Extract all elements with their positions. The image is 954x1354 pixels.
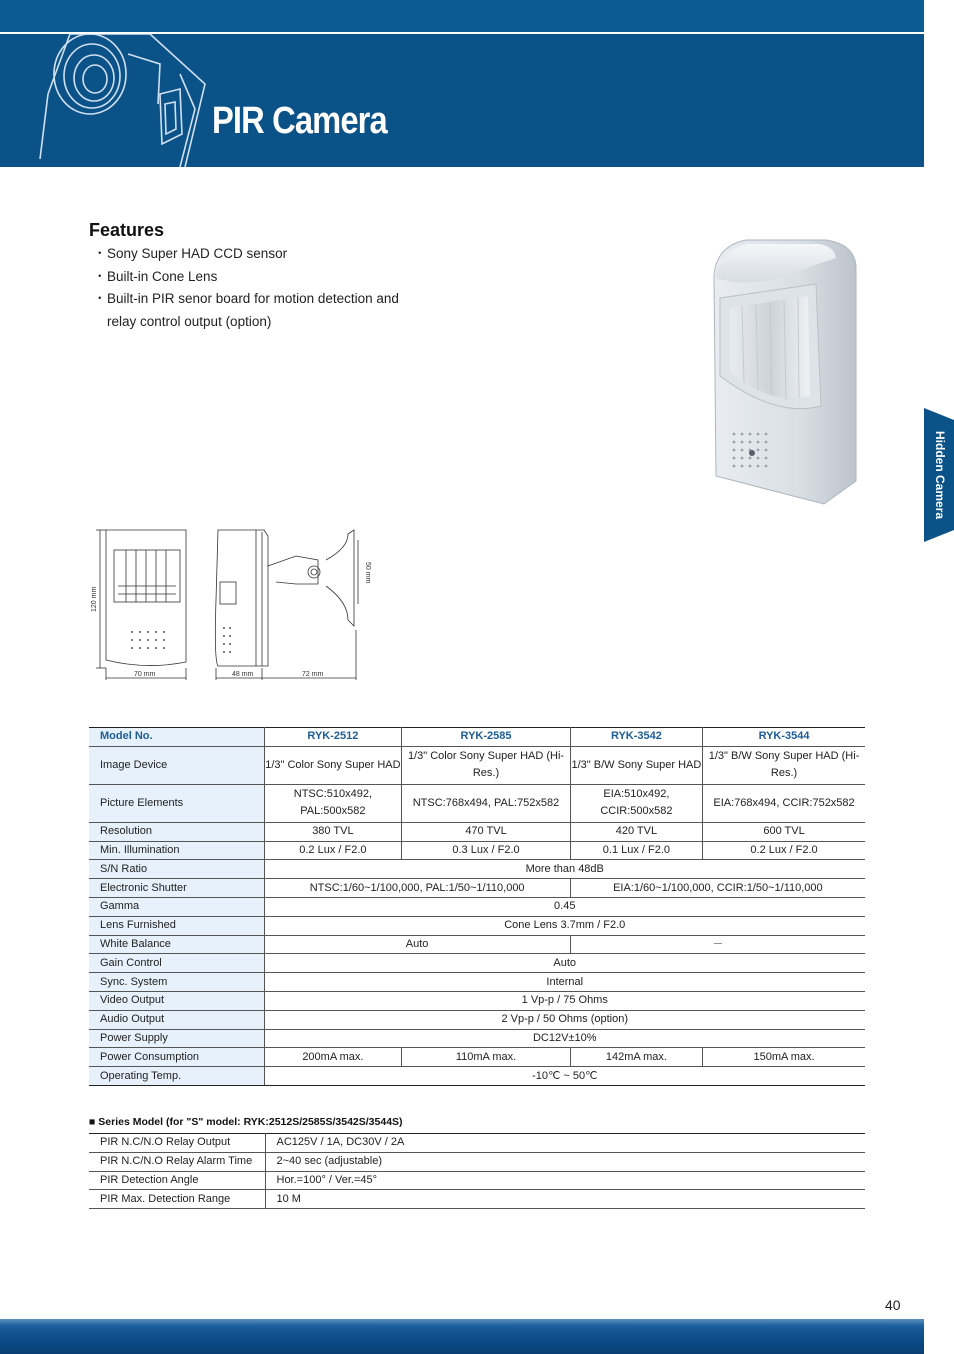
table-cell: 600 TVL [703, 822, 865, 841]
bracket-dimension-label: 72 mm [302, 671, 324, 678]
product-photo [706, 236, 866, 511]
page-number: 40 [885, 1297, 901, 1313]
table-row [89, 1029, 865, 1048]
row-label: Audio Output [89, 1010, 264, 1029]
row-label: Resolution [89, 822, 264, 841]
table-cell: Internal [264, 973, 865, 992]
row-label: Gamma [89, 897, 264, 916]
top-stripe [0, 0, 924, 32]
table-cell: 1/3" B/W Sony Super HAD [570, 746, 702, 784]
table-row [89, 1048, 865, 1067]
list-item: ・ Built-in PIR senor board for motion detection and relay control output (option) [89, 288, 409, 333]
table-cell: 200mA max. [264, 1048, 402, 1067]
spec-table [89, 727, 865, 1086]
model-header: RYK-2585 [402, 728, 570, 747]
table-cell: NTSC:1/60~1/100,000, PAL:1/50~1/110,000 [264, 879, 570, 898]
row-label: PIR Max. Detection Range [89, 1190, 265, 1209]
table-row [89, 916, 865, 935]
camera-outline-icon [30, 34, 220, 167]
row-label: S/N Ratio [89, 860, 264, 879]
bullet-icon: ・ [93, 246, 107, 261]
table-cell: 110mA max. [402, 1048, 570, 1067]
model-header: RYK-3544 [703, 728, 865, 747]
list-item: ・ Built-in Cone Lens [89, 266, 409, 289]
table-cell: 1/3" Color Sony Super HAD (Hi-Res.) [402, 746, 570, 784]
row-label: Electronic Shutter [89, 879, 264, 898]
table-row [89, 841, 865, 860]
features-title: Features [89, 220, 165, 240]
table-cell: 2 Vp-p / 50 Ohms (option) [264, 1010, 865, 1029]
table-row [89, 897, 865, 916]
table-row [89, 1171, 865, 1190]
table-row [89, 973, 865, 992]
row-label: PIR N.C/N.O Relay Output [89, 1134, 265, 1153]
table-cell: 1 Vp-p / 75 Ohms [264, 991, 865, 1010]
table-row [89, 1067, 865, 1086]
row-label: PIR Detection Angle [89, 1171, 265, 1190]
page-title: PIR Camera [212, 100, 387, 142]
row-label: Picture Elements [89, 784, 264, 822]
table-row [89, 1152, 865, 1171]
row-label: Gain Control [89, 954, 264, 973]
features-list [89, 243, 409, 333]
table-cell: AC125V / 1A, DC30V / 2A [265, 1134, 865, 1153]
model-header: RYK-3542 [570, 728, 702, 747]
row-label: Lens Furnished [89, 916, 264, 935]
table-cell: Auto [264, 954, 865, 973]
table-cell: 380 TVL [264, 822, 402, 841]
table-cell: 0.2 Lux / F2.0 [703, 841, 865, 860]
table-row [89, 784, 865, 822]
table-cell: 0.3 Lux / F2.0 [402, 841, 570, 860]
series-table [89, 1133, 865, 1209]
table-cell: NTSC:768x494, PAL:752x582 [402, 784, 570, 822]
table-cell: EIA:1/60~1/100,000, CCIR:1/50~1/110,000 [570, 879, 865, 898]
table-row [89, 954, 865, 973]
table-cell: Cone Lens 3.7mm / F2.0 [264, 916, 865, 935]
table-cell: EIA:768x494, CCIR:752x582 [703, 784, 865, 822]
table-cell: -10℃ ~ 50℃ [264, 1067, 865, 1086]
dimension-drawing [86, 520, 376, 682]
footer-band [0, 1319, 924, 1354]
table-row [89, 879, 865, 898]
side-tab-label: Hidden Camera [933, 430, 947, 520]
table-cell: 150mA max. [703, 1048, 865, 1067]
series-title: ■ Series Model (for "S" model: RYK:2512S/2585S/3542S/3544S) [89, 1116, 403, 1128]
table-cell: 1/3" B/W Sony Super HAD (Hi-Res.) [703, 746, 865, 784]
model-header: RYK-2512 [264, 728, 402, 747]
table-cell: 2~40 sec (adjustable) [265, 1152, 865, 1171]
table-cell: 142mA max. [570, 1048, 702, 1067]
row-label: PIR N.C/N.O Relay Alarm Time [89, 1152, 265, 1171]
table-row [89, 860, 865, 879]
depth-dimension-label: 48 mm [232, 671, 254, 678]
bracket-height-label: 50 mm [364, 562, 371, 584]
table-cell: 0.2 Lux / F2.0 [264, 841, 402, 860]
table-cell: － [570, 935, 865, 954]
header-band [0, 34, 924, 167]
table-cell: DC12V±10% [264, 1029, 865, 1048]
table-cell: 0.1 Lux / F2.0 [570, 841, 702, 860]
table-row [89, 1190, 865, 1209]
row-label: Min. Illumination [89, 841, 264, 860]
row-label: Video Output [89, 991, 264, 1010]
height-dimension-label: 120 mm [91, 586, 98, 612]
table-cell: NTSC:510x492, PAL:500x582 [264, 784, 402, 822]
table-cell: More than 48dB [264, 860, 865, 879]
table-cell: EIA:510x492, CCIR:500x582 [570, 784, 702, 822]
row-label: Sync. System [89, 973, 264, 992]
table-cell: 0.45 [264, 897, 865, 916]
table-cell: Auto [264, 935, 570, 954]
row-label: Power Consumption [89, 1048, 264, 1067]
table-row [89, 822, 865, 841]
bullet-icon: ・ [93, 268, 107, 284]
table-cell: 470 TVL [402, 822, 570, 841]
table-row [89, 935, 865, 954]
table-row [89, 728, 865, 747]
row-label: White Balance [89, 935, 264, 954]
table-row [89, 1010, 865, 1029]
width-dimension-label: 70 mm [134, 671, 156, 678]
table-cell: 420 TVL [570, 822, 702, 841]
table-cell: 10 M [265, 1190, 865, 1209]
table-header-label: Model No. [89, 728, 264, 747]
table-cell: 1/3" Color Sony Super HAD [264, 746, 402, 784]
table-row [89, 991, 865, 1010]
row-label: Image Device [89, 746, 264, 784]
table-cell: Hor.=100° / Ver.=45° [265, 1171, 865, 1190]
row-label: Operating Temp. [89, 1067, 264, 1086]
list-item: ・ Sony Super HAD CCD sensor [89, 243, 409, 266]
bullet-icon: ・ [93, 291, 107, 306]
table-row [89, 1134, 865, 1153]
row-label: Power Supply [89, 1029, 264, 1048]
table-row [89, 746, 865, 784]
